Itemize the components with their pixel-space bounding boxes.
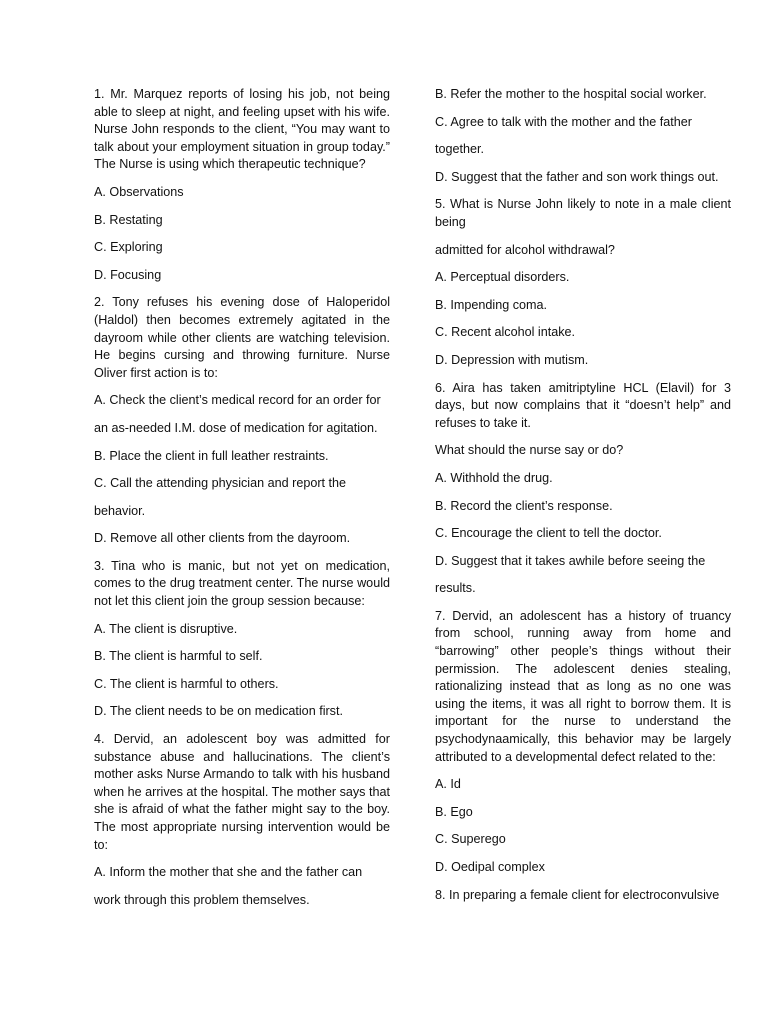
answer-option: A. Perceptual disorders. bbox=[435, 270, 570, 285]
answer-option: B. Refer the mother to the hospital social worker. bbox=[435, 87, 707, 101]
right-column bbox=[435, 86, 731, 914]
answer-option: B. Record the client’s response. bbox=[435, 498, 613, 513]
answer-option: C. Call the attending physician and report the bbox=[94, 476, 347, 491]
answer-option: A. Id bbox=[435, 777, 461, 792]
answer-option: D. Depression with mutism. bbox=[435, 352, 589, 367]
question-text: 7. Dervid, an adolescent has a history of truancy from school, running away from home and “barrowing” other people’s things without their permission. The adolescent denies stealing, rationalizing instead that as long as no one was using the items, it was all right to borrow them. It is important for the nurse to understand the psychodynaamically, this behavior may be largely attributed to a developmental defect related to the: bbox=[435, 608, 731, 764]
left-column bbox=[94, 86, 390, 919]
question-text: 4. Dervid, an adolescent boy was admitted for substance abuse and hallucinations. The client’s mother asks Nurse Armando to talk with his husband when he arrives at the hospital. The mother says that she is afraid of what the father might say to the boy. The most appropriate nursing intervention would be to: bbox=[94, 732, 390, 852]
answer-option: B. Restating bbox=[94, 212, 163, 227]
answer-option: admitted for alcohol withdrawal? bbox=[435, 242, 615, 257]
question-text: 2. Tony refuses his evening dose of Haloperidol (Haldol) then becomes extremely agitated in the dayroom while other clients are watching television. He begins cursing and throwing furniture. Nurse Oliver first action is to: bbox=[94, 295, 390, 380]
answer-option: C. Superego bbox=[435, 832, 506, 847]
answer-option: D. The client needs to be on medication first. bbox=[94, 704, 343, 719]
answer-option: an as-needed I.M. dose of medication for agitation. bbox=[94, 420, 378, 435]
answer-option: D. Focusing bbox=[94, 267, 162, 282]
answer-option: B. Ego bbox=[435, 804, 473, 819]
answer-option: C. Encourage the client to tell the doctor. bbox=[435, 526, 662, 541]
answer-option: B. The client is harmful to self. bbox=[94, 649, 263, 664]
answer-option: D. Remove all other clients from the dayroom. bbox=[94, 531, 351, 546]
answer-option: behavior. bbox=[94, 503, 146, 518]
answer-option: results. bbox=[435, 581, 476, 596]
answer-option: A. Observations bbox=[94, 184, 184, 199]
answer-option: A. Inform the mother that she and the father can bbox=[94, 865, 363, 880]
answer-option: C. The client is harmful to others. bbox=[94, 676, 279, 691]
answer-option: B. Place the client in full leather restraints. bbox=[94, 448, 329, 463]
question-text: 6. Aira has taken amitriptyline HCL (Elavil) for 3 days, but now complains that it “doesn’t help” and refuses to take it. bbox=[435, 380, 731, 430]
answer-option: What should the nurse say or do? bbox=[435, 443, 624, 458]
answer-option: C. Exploring bbox=[94, 240, 163, 255]
answer-option: work through this problem themselves. bbox=[94, 892, 310, 907]
answer-option: together. bbox=[435, 142, 485, 157]
answer-option: A. Check the client’s medical record for an order for bbox=[94, 393, 381, 408]
answer-option: B. Impending coma. bbox=[435, 297, 548, 312]
question-text: 3. Tina who is manic, but not yet on medication, comes to the drug treatment center. The nurse would not let this client join the group session because: bbox=[94, 558, 390, 609]
answer-option: D. Suggest that the father and son work things out. bbox=[435, 169, 719, 184]
question-text: 5. What is Nurse John likely to note in a male client being bbox=[435, 197, 731, 229]
answer-option: A. Withhold the drug. bbox=[435, 470, 553, 485]
question-text: 1. Mr. Marquez reports of losing his job, not being able to sleep at night, and feeling upset with his wife. Nurse John responds to the client, “You may want to talk about your employment situation in group today.” The Nurse is using which therapeutic technique? bbox=[94, 87, 390, 172]
answer-option: C. Agree to talk with the mother and the father bbox=[435, 114, 692, 129]
answer-option: D. Oedipal complex bbox=[435, 860, 545, 874]
answer-option: A. The client is disruptive. bbox=[94, 621, 238, 636]
answer-option: D. Suggest that it takes awhile before seeing the bbox=[435, 553, 706, 568]
answer-option: C. Recent alcohol intake. bbox=[435, 325, 576, 340]
answer-option: 8. In preparing a female client for electroconvulsive bbox=[435, 887, 720, 902]
